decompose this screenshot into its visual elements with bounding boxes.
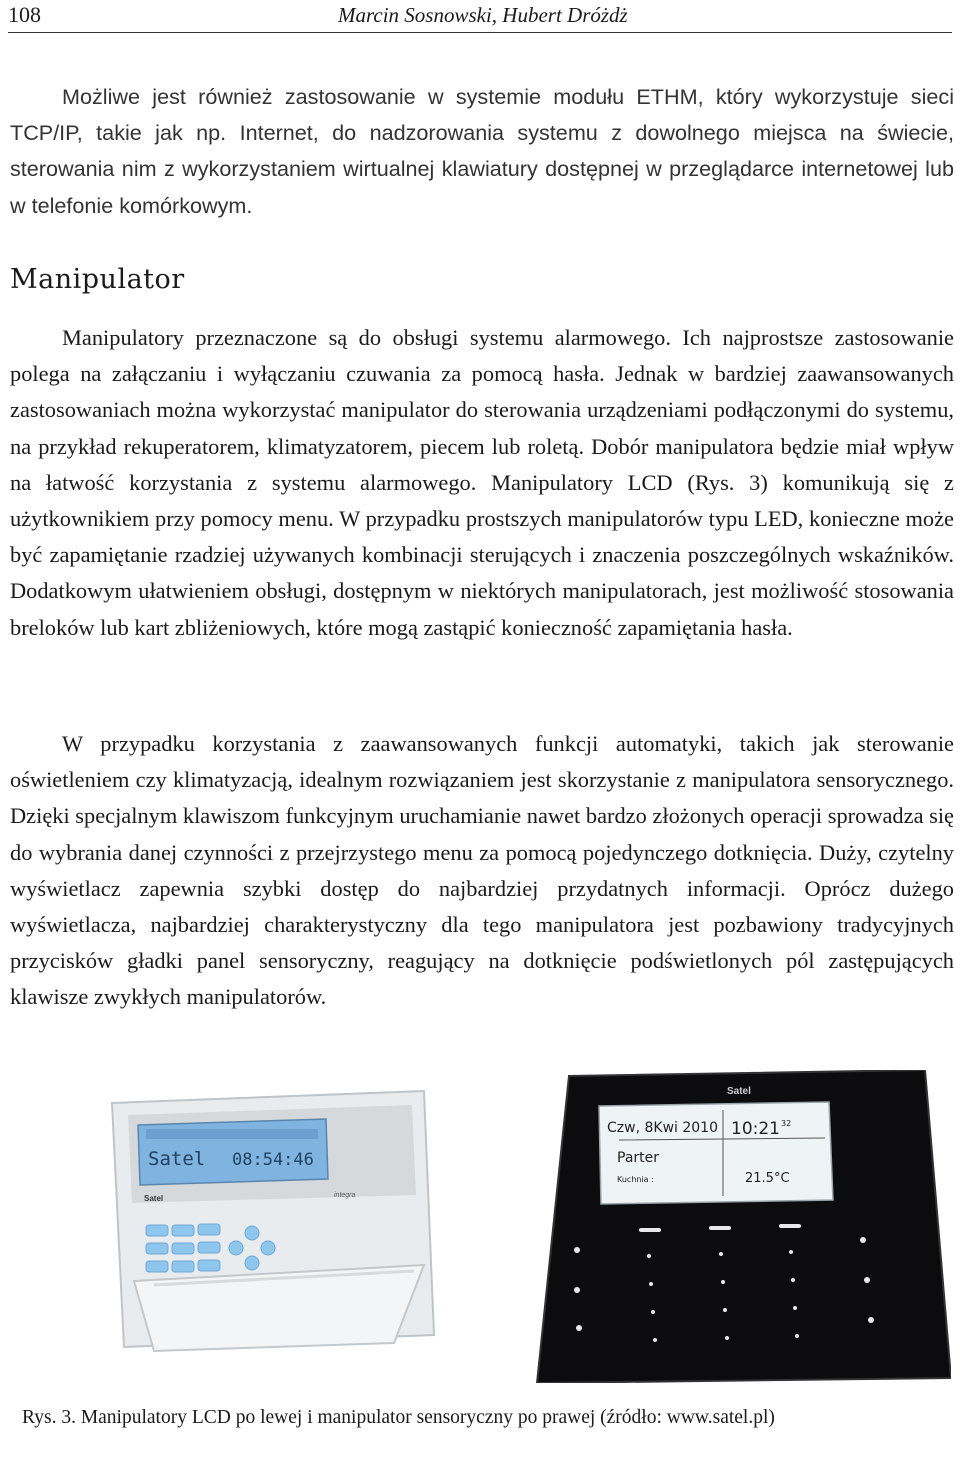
touch-room-2: Kuchnia : <box>617 1175 654 1184</box>
lcd-screen <box>138 1119 328 1185</box>
brand-logo: Satel <box>144 1194 164 1203</box>
figure-caption: Rys. 3. Manipulatory LCD po lewej i manipulator sensoryczny po prawej (źródło: www.satel.pl) <box>22 1407 775 1428</box>
paragraph-manipulators: Manipulatory przeznaczone są do obsługi systemu alarmowego. Ich najprostsze zastosowanie polega na załączaniu i wyłączaniu czuwania za pomocą hasła. Jednak w bardziej zaawansowanych zastosowaniach można wykorzystać manipulator do sterowania urządzeniami podłączonymi do systemu, na przykład rekuperatorem, klimatyzatorem, piecem lub roletą. Dobór manipulatora będzie miał wpływ na łatwość korzystania z systemu alarmowego. Manipulatory LCD (Rys. 3) komunikują się z użytkownikiem przy pomocy menu. W przypadku prostszych manipulatorów typu LED, konieczne może być zapamiętanie rzadziej używanych kombinacji sterujących i znaczenia poszczególnych wskaźników. Dodatkowym ułatwieniem obsługi, dostępnym w niektórych manipulatorach, jest możliwość stosowania breloków lub kart zbliżeniowych, które mogą zastąpić konieczność zapamiętania hasła. <box>10 325 954 640</box>
touch-seconds: 32 <box>781 1119 792 1128</box>
model-logo: integra <box>334 1192 356 1199</box>
touch-temp: 21.5°C <box>745 1171 790 1186</box>
lcd-keypad-image <box>94 1085 454 1355</box>
running-head: Marcin Sosnowski, Hubert Dróżdż <box>338 3 628 27</box>
keypad-flap <box>134 1265 424 1351</box>
lcd-text-time: 08:54:46 <box>232 1150 314 1170</box>
touch-time: 10:21 <box>731 1119 780 1139</box>
section-title: Manipulator <box>10 264 185 295</box>
page-header <box>8 0 952 33</box>
touch-screen <box>599 1102 833 1204</box>
touch-date: Czw, 8Kwi 2010 <box>607 1120 718 1136</box>
touch-room: Parter <box>617 1150 660 1166</box>
lcd-text-brand: Satel <box>148 1148 206 1170</box>
paragraph-sensory: W przypadku korzystania z zaawansowanych funkcji automatyki, takich jak sterowanie oświetleniem czy klimatyzacją, idealnym rozwiązaniem jest skorzystanie z manipulatora sensorycznego. Dzięki specjalnym klawiszom funkcyjnym uruchamianie nawet bardzo złożonych operacji sprowadza się do wybrania danej czynności z przejrzystego menu za pomocą pojedynczego dotknięcia. Duży, czytelny wyświetlacz zapewnia szybki dostęp do najbardziej przydatnych informacji. Oprócz dużego wyświetlacza, najbardziej charakterystyczny dla tego manipulatora jest pozbawiony tradycyjnych przycisków gładki panel sensoryczny, reagujący na dotknięcie podświetlonych pól zastępujących klawisze zwykłych manipulatorów. <box>10 731 954 1010</box>
touch-brand-logo: Satel <box>727 1086 751 1097</box>
touch-keypad-image <box>533 1070 951 1383</box>
paragraph-ethm: Możliwe jest również zastosowanie w systemie modułu ETHM, który wykorzystuje sieci TCP/IP, takie jak np. Internet, do nadzorowania systemu z dowolnego miejsca na świecie, sterowania nim z wykorzystaniem wirtualnej klawiatury dostępnej w przeglądarce internetowej lub w telefonie komórkowym. <box>10 84 954 218</box>
page-number: 108 <box>8 2 41 27</box>
